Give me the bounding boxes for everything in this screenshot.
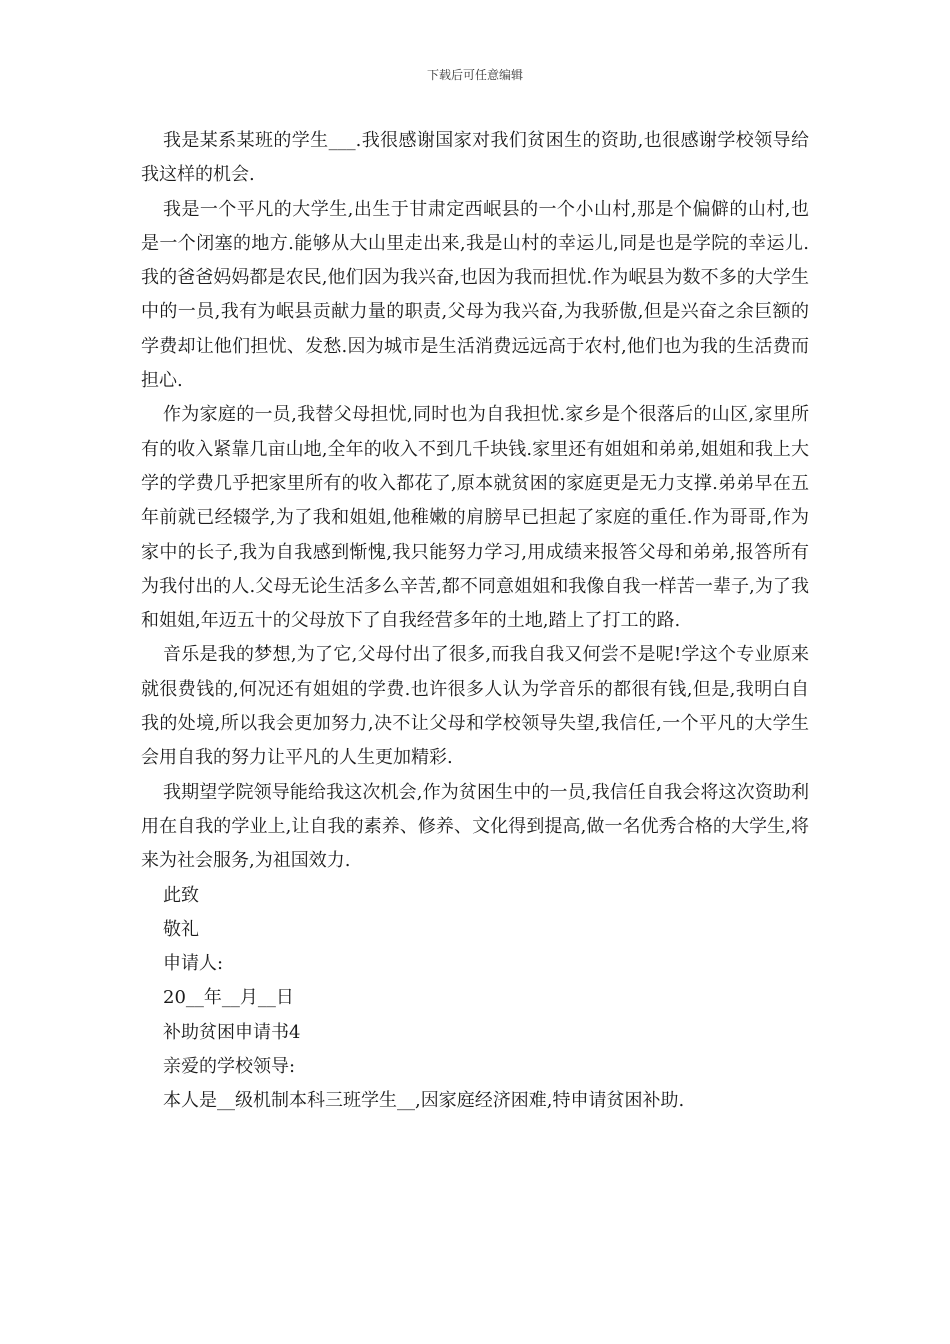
salutation-ci-zhi: 此致 [163,884,199,906]
paragraph-2: 我是一个平凡的大学生,出生于甘肃定西岷县的一个小山村,那是个偏僻的山村,也是一个闭塞的地方.能够从大山里走出来,我是山村的幸运儿,同是也是学院的幸运儿.我的爸爸妈妈都是农民,他们因为我兴奋,也因为我而担忧.作为岷县为数不多的大学生中的一员,我有为岷县贡献力量的职责,父母为我兴奋,为我骄傲,但是兴奋之余巨额的学费却让他们担忧、发愁.因为城市是生活消费远远高于农村,他们也为我的生活费而担心. [141,198,809,392]
date-line: 20__年__月__日 [163,987,294,1009]
paragraph-1: 我是某系某班的学生___.我很感谢国家对我们贫困生的资助,也很感谢学校领导给我这样的机会. [141,130,809,186]
paragraph-4: 音乐是我的梦想,为了它,父母付出了很多,而我自我又何尝不是呢!学这个专业原来就很费钱的,何况还有姐姐的学费.也许很多人认为学音乐的都很有钱,但是,我明白自我的处境,所以我会更加努力,决不让父母和学校领导失望,我信任,一个平凡的大学生会用自我的努力让平凡的人生更加精彩. [141,644,809,769]
paragraph-3: 作为家庭的一员,我替父母担忧,同时也为自我担忧.家乡是个很落后的山区,家里所有的收入紧靠几亩山地,全年的收入不到几千块钱.家里还有姐姐和弟弟,姐姐和我上大学的学费几乎把家里所有的收入都花了,原本就贫困的家庭更是无力支撑.弟弟早在五年前就已经辍学,为了我和姐姐,他稚嫩的肩膀早已担起了家庭的重任.作为哥哥,作为家中的长子,我为自我感到惭愧,我只能努力学习,用成绩来报答父母和弟弟,报答所有为我付出的人.父母无论生活多么辛苦,都不同意姐姐和我像自我一样苦一辈子,为了我和姐姐,年迈五十的父母放下了自我经营多年的土地,踏上了打工的路. [141,404,809,632]
document-body [141,124,809,1119]
applicant-label: 申请人: [163,953,224,975]
salutation-jing-li: 敬礼 [163,918,199,940]
greeting: 亲爱的学校领导: [163,1056,296,1078]
page-header: 下载后可任意编辑 [426,68,523,82]
section-title: 补助贫困申请书4 [163,1021,301,1043]
paragraph-5: 我期望学院领导能给我这次机会,作为贫困生中的一员,我信任自我会将这次资助利用在自我的学业上,让自我的素养、修养、文化得到提高,做一名优秀合格的大学生,将来为社会服务,为祖国效力. [141,781,809,872]
intro-line: 本人是__级机制本科三班学生__,因家庭经济困难,特申请贫困补助. [163,1090,685,1112]
